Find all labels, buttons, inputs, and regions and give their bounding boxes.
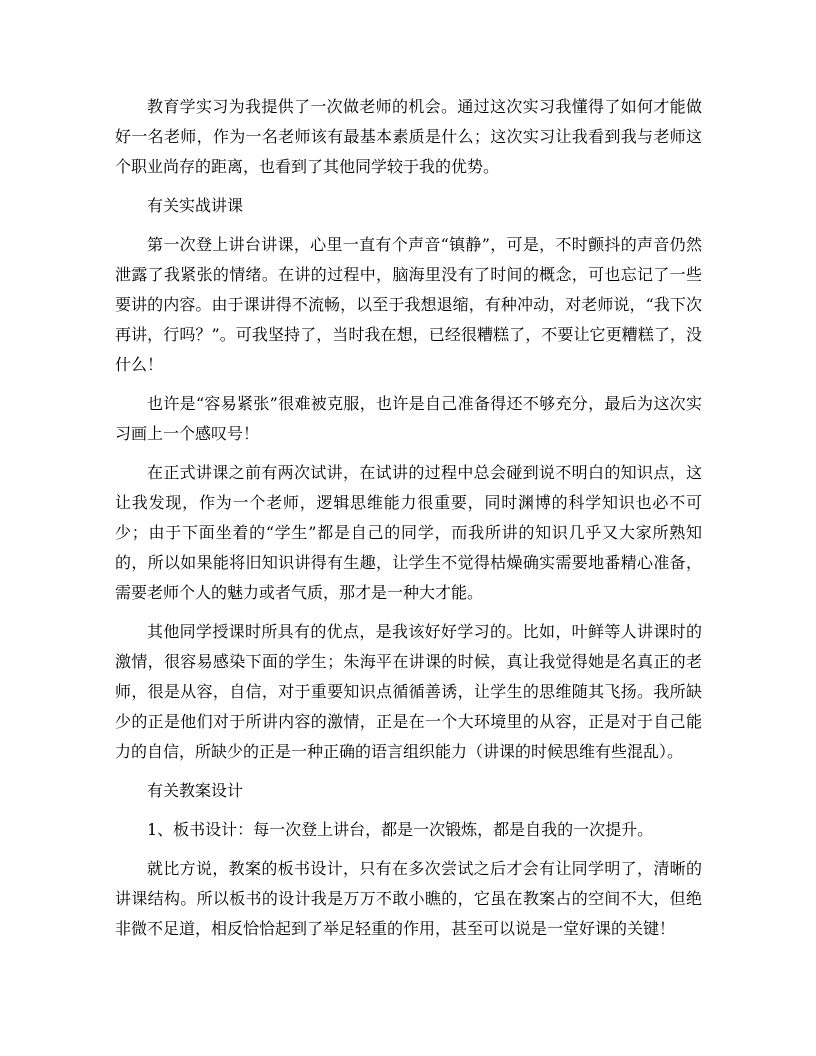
paragraph-nervousness: 也许是“容易紧张”很难被克服，也许是自己准备得还不够充分，最后为这次实习画上一个感叹号！ xyxy=(115,394,702,443)
paragraph-first-lecture: 第一次登上讲台讲课，心里一直有个声音“镇静”，可是，不时颤抖的声音仍然泄露了我紧张的情绪。在讲的过程中，脑海里没有了时间的概念，可也忘记了一些要讲的内容。由于课讲得不流畅，以至于我想退缩，有种冲动，对老师说，“我下次再讲，行吗？”。可我坚持了，当时我在想，已经很糟糕了，不要让它更糟糕了，没什么！ xyxy=(115,235,702,374)
paragraph-classmates-strengths: 其他同学授课时所具有的优点，是我该好好学习的。比如，叶鲜等人讲课时的激情，很容易感染下面的学生；朱海平在讲课的时候，真让我觉得她是名真正的老师，很是从容，自信，对于重要知识点循循善诱，让学生的思维随其飞扬。我所缺少的正是他们对于所讲内容的激情，正是在一个大环境里的从容，正是对于自己能力的自信，所缺少的正是一种正确的语言组织能力（讲课的时候思维有些混乱）。 xyxy=(115,622,702,761)
section-heading-lesson-plan: 有关教案设计 xyxy=(147,781,244,800)
section-heading-lecturing: 有关实战讲课 xyxy=(147,196,244,215)
document-body xyxy=(115,92,702,953)
paragraph-intro: 教育学实习为我提供了一次做老师的机会。通过这次实习我懂得了如何才能做好一名老师，作为一名老师该有最基本素质是什么；这次实习让我看到我与老师这个职业尚存的距离，也看到了其他同学较于我的优势。 xyxy=(115,97,702,176)
paragraph-trial-lectures: 在正式讲课之前有两次试讲，在试讲的过程中总会碰到说不明白的知识点，这让我发现，作为一个老师，逻辑思维能力很重要，同时渊博的科学知识也必不可少；由于下面坐着的“学生”都是自己的同学，而我所讲的知识几乎又大家所熟知的，所以如果能将旧知识讲得有生趣，让学生不觉得枯燥确实需要地番精心准备，需要老师个人的魅力或者气质，那才是一种大才能。 xyxy=(115,463,702,602)
paragraph-blackboard-design-item: 1、板书设计：每一次登上讲台，都是一次锻炼，都是自我的一次提升。 xyxy=(147,820,654,839)
paragraph-blackboard-design: 就比方说，教案的板书设计，只有在多次尝试之后才会有让同学明了，清晰的讲课结构。所以板书的设计我是万万不敢小瞧的，它虽在教案占的空间不大，但绝非微不足道，相反恰恰起到了举足轻重的作用，甚至可以说是一堂好课的关键！ xyxy=(115,859,702,938)
